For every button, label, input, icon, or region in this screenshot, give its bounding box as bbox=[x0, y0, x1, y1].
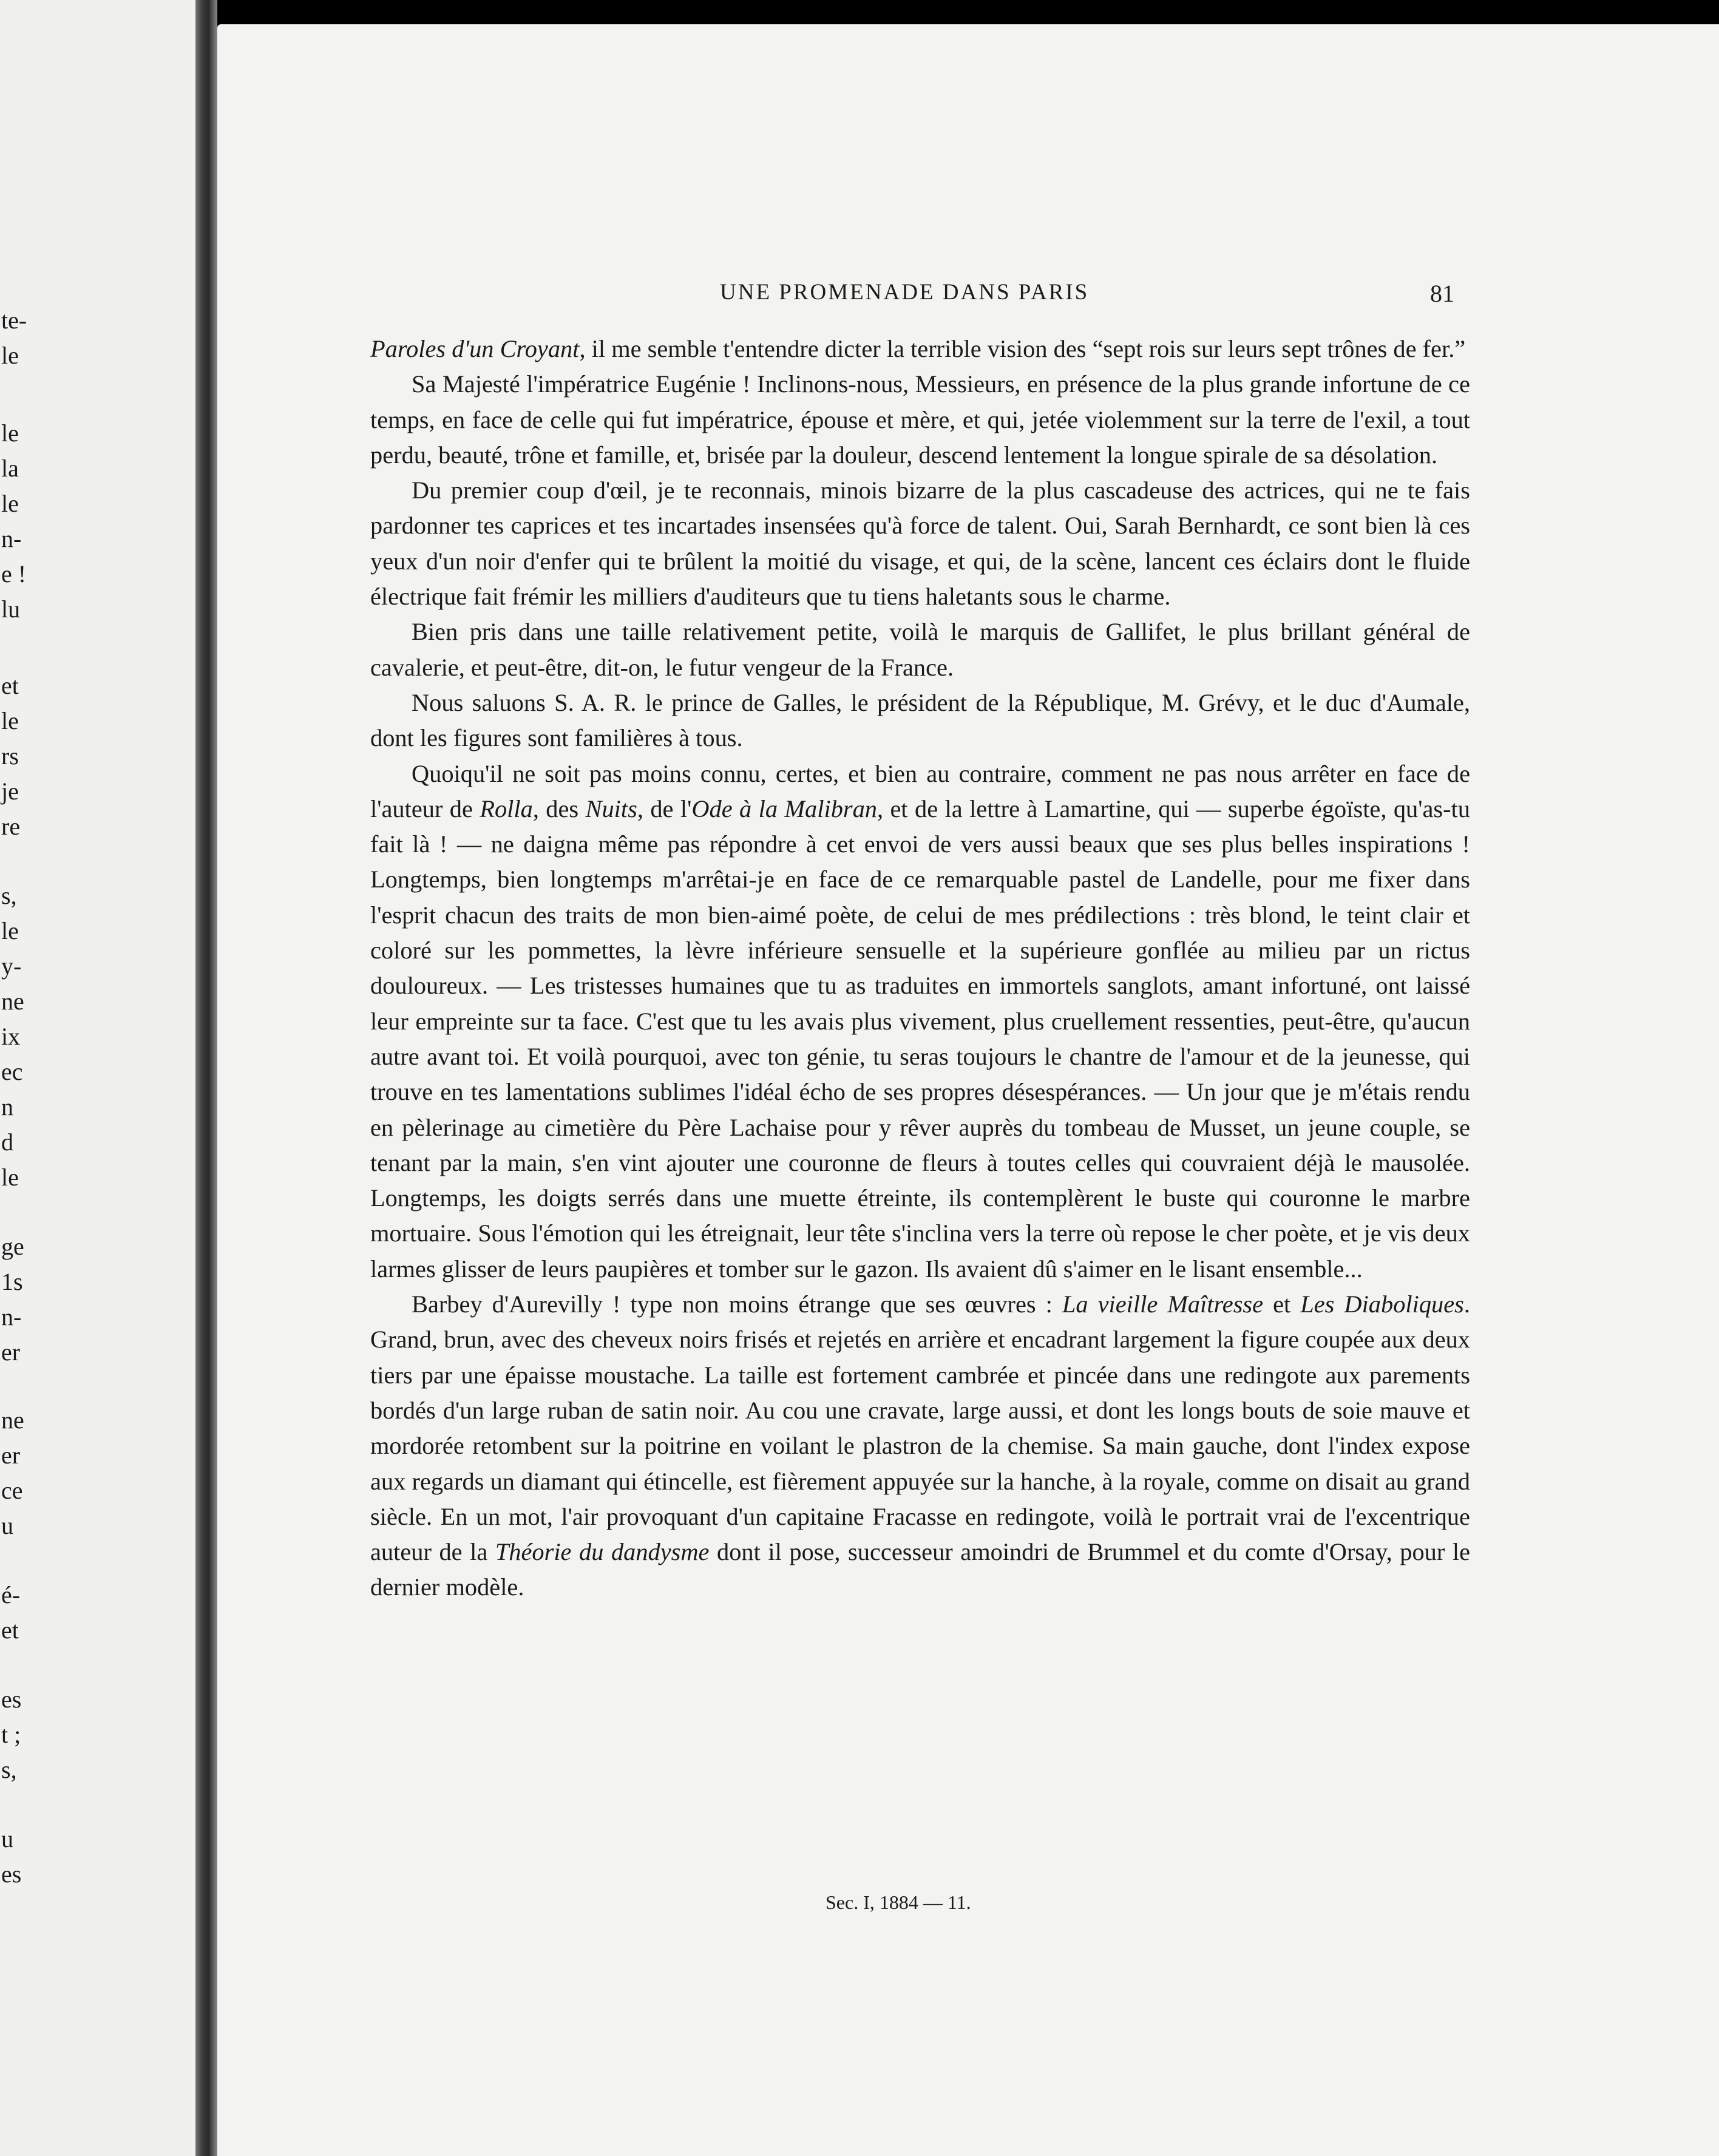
left-page-text-fragment: s, bbox=[1, 1756, 17, 1783]
paragraph bbox=[370, 685, 1470, 756]
left-page-text-fragment: te- bbox=[1, 307, 27, 334]
paragraph bbox=[370, 756, 1470, 1287]
text-run: Quoiqu'il ne soit pas moins connu, certes, et bien au contraire, comment ne pas nous arrêter en face de l'auteur de bbox=[370, 759, 1470, 822]
left-page-text-fragment: rs bbox=[1, 742, 19, 770]
left-page-text-fragment: ix bbox=[1, 1023, 21, 1050]
left-page-text-fragment: et bbox=[1, 672, 19, 699]
italic-title: Théorie du dandysme bbox=[495, 1538, 710, 1566]
text-run: . Grand, brun, avec des cheveux noirs frisés et rejetés en arrière et encadrant largement la figure coupée aux deux tiers par une épaisse moustache. La taille est fortement cambrée et pincée dans une redingote aux parements bordés d'un large ruban de satin noir. Au cou une cravate, large aussi, et dont les longs bouts de soie mauve et mordorée retombent sur la poitrine en voilant le plastron de la chemise. Sa main gauche, dont l'index expose aux regards un diamant qui étincelle, est fièrement appuyée sur la hanche, à la royale, comme on disait au grand siècle. En un mot, l'air provoquant d'un capitaine Fracasse en redingote, voilà le portrait vrai de l'excentrique auteur de la bbox=[370, 1290, 1470, 1566]
left-page-text-fragment: es bbox=[1, 1686, 22, 1713]
italic-title: Nuits bbox=[585, 795, 637, 822]
left-page-text-fragment: le bbox=[1, 342, 19, 369]
left-page-text-fragment: le bbox=[1, 419, 19, 447]
paragraph bbox=[370, 473, 1470, 614]
text-run: Sa Majesté l'impératrice Eugénie ! Inclinons-nous, Messieurs, en présence de la plus grande infortune de ce temps, en face de celle qui fut impératrice, épouse et mère, et qui, jetée violemment sur la terre de l'exil, a tout perdu, beauté, trône et famille, et, brisée par la douleur, descend lentement la longue spirale de sa désolation. bbox=[370, 370, 1470, 469]
body-text bbox=[370, 331, 1470, 1605]
text-run: dont il pose, successeur amoindri de Brummel et du comte d'Orsay, pour le dernier modèle. bbox=[370, 1538, 1470, 1601]
left-page-text-fragment: re bbox=[1, 813, 21, 840]
left-page-text-fragment: er bbox=[1, 1338, 21, 1366]
left-page-text-fragment: é- bbox=[1, 1581, 21, 1609]
italic-title: Ode à la Malibran bbox=[691, 795, 878, 822]
left-page-text-fragment: le bbox=[1, 1164, 19, 1191]
left-page-text-fragment: u bbox=[1, 1512, 13, 1539]
left-page-text-fragment: je bbox=[1, 778, 19, 805]
text-run: , il me semble t'entendre dicter la terrible vision des “sept rois sur leurs sept trônes de fer.” bbox=[579, 335, 1466, 362]
left-page-text-fragment: y- bbox=[1, 952, 22, 980]
left-page-text-fragment: lu bbox=[1, 595, 21, 623]
text-run: Du premier coup d'œil, je te reconnais, minois bizarre de la plus cascadeuse des actrices, qui ne te fais pardonner tes caprices et tes incartades insensées qu'à force de talent. Oui, Sarah Bernhardt, ce sont bien là ces yeux d'un noir d'enfer qui te brûlent la moitié du visage, et qui, de la scène, lancent ces éclairs dont le fluide électrique fait frémir les milliers d'auditeurs que tu tiens haletants sous le charme. bbox=[370, 476, 1470, 611]
left-page-text-fragment: ec bbox=[1, 1058, 23, 1085]
italic-title: Les Diaboliques bbox=[1300, 1290, 1464, 1318]
left-page-text-fragment: le bbox=[1, 490, 19, 517]
left-page-text-fragment: t ; bbox=[1, 1721, 21, 1748]
left-page-text-fragment: ge bbox=[1, 1233, 24, 1260]
book-page bbox=[217, 24, 1719, 2156]
book-gutter bbox=[195, 0, 217, 2156]
left-page-text-fragment: et bbox=[1, 1616, 19, 1644]
running-head: UNE PROMENADE DANS PARIS bbox=[720, 280, 1090, 305]
paragraph bbox=[370, 331, 1470, 367]
left-page-text-fragment: s, bbox=[1, 882, 17, 909]
left-page-text-fragment: le bbox=[1, 707, 19, 734]
paragraph bbox=[370, 367, 1470, 473]
left-page-text-fragment: 1s bbox=[1, 1268, 23, 1295]
left-page-text-fragment: n bbox=[1, 1093, 13, 1120]
text-run: , et de la lettre à Lamartine, qui — superbe égoïste, qu'as-tu fait là ! — ne daigna même pas répondre à cet envoi de vers aussi beaux que ses plus belles inspirations ! Longtemps, bien longtemps m'arrêtai-je en face de ce remarquable pastel de Landelle, pour me fixer dans l'esprit chacun des traits de mon bien-aimé poète, de celui de mes prédilections : très blond, le teint clair et coloré sur les pommettes, la lèvre inférieure sensuelle et la supérieure gonflée au milieu par un rictus douloureux. — Les tristesses humaines que tu as traduites en immortels sanglots, amant infortuné, ont laissé leur empreinte sur ta face. C'est que tu les avais plus vivement, plus cruellement ressenties, peut-être, qu'aucun autre avant toi. Et voilà pourquoi, avec ton génie, tu seras toujours le chantre de l'amour et de la jeunesse, qui trouve en tes lamentations sublimes l'idéal écho de ses propres désespérances. — Un jour que je m'étais rendu en pèlerinage au cimetière du Père Lachaise pour y rêver auprès du tombeau de Musset, un jeune couple, se tenant par la main, s'en vint ajouter une couronne de fleurs à toutes celles qui couvraient déjà le mausolée. Longtemps, les doigts serrés dans une muette étreinte, ils contemplèrent le buste qui couronne le marbre mortuaire. Sous l'émotion qui les étreignait, leur tête s'inclina vers la terre où repose le cher poète, et je vis deux larmes glisser de leurs paupières et tomber sur le gazon. Ils avaient dû s'aimer en le lisant ensemble... bbox=[370, 795, 1470, 1283]
page-number: 81 bbox=[1430, 280, 1454, 307]
left-page-text-fragment: e ! bbox=[1, 560, 27, 588]
left-page-text-fragment: er bbox=[1, 1442, 21, 1469]
text-run: , de l' bbox=[637, 795, 692, 822]
left-page-text-fragment: ne bbox=[1, 988, 24, 1015]
italic-title: Paroles d'un Croyant bbox=[370, 335, 580, 362]
left-page-text-fragment: ce bbox=[1, 1477, 23, 1504]
text-run: Bien pris dans une taille relativement petite, voilà le marquis de Gallifet, le plus brillant général de cavalerie, et peut-être, dit-on, le futur vengeur de la France. bbox=[370, 618, 1470, 681]
text-run: , des bbox=[532, 795, 586, 822]
left-page-text-fragment: n- bbox=[1, 525, 22, 552]
signature-mark: Sec. I, 1884 — 11. bbox=[826, 1891, 971, 1913]
paragraph bbox=[370, 614, 1470, 685]
paragraph bbox=[370, 1287, 1470, 1605]
text-run: Nous saluons S. A. R. le prince de Galles, le président de la République, M. Grévy, et le duc d'Aumale, dont les figures sont familières à tous. bbox=[370, 688, 1470, 752]
page-header bbox=[217, 279, 1719, 310]
italic-title: La vieille Maîtresse bbox=[1062, 1290, 1264, 1318]
text-run: et bbox=[1263, 1290, 1301, 1318]
left-page-text-fragment: la bbox=[1, 455, 19, 482]
left-page-text-fragment: n- bbox=[1, 1303, 22, 1331]
left-page-text-fragment: u bbox=[1, 1825, 13, 1853]
left-page-text-fragment: es bbox=[1, 1860, 22, 1888]
left-page-text-fragment: le bbox=[1, 917, 19, 944]
left-page-text-fragment: d bbox=[1, 1128, 13, 1156]
left-page-text-fragment: ne bbox=[1, 1406, 24, 1434]
previous-page-fragment bbox=[0, 0, 195, 2156]
italic-title: Rolla bbox=[480, 795, 533, 822]
text-run: Barbey d'Aurevilly ! type non moins étrange que ses œuvres : bbox=[412, 1290, 1062, 1318]
